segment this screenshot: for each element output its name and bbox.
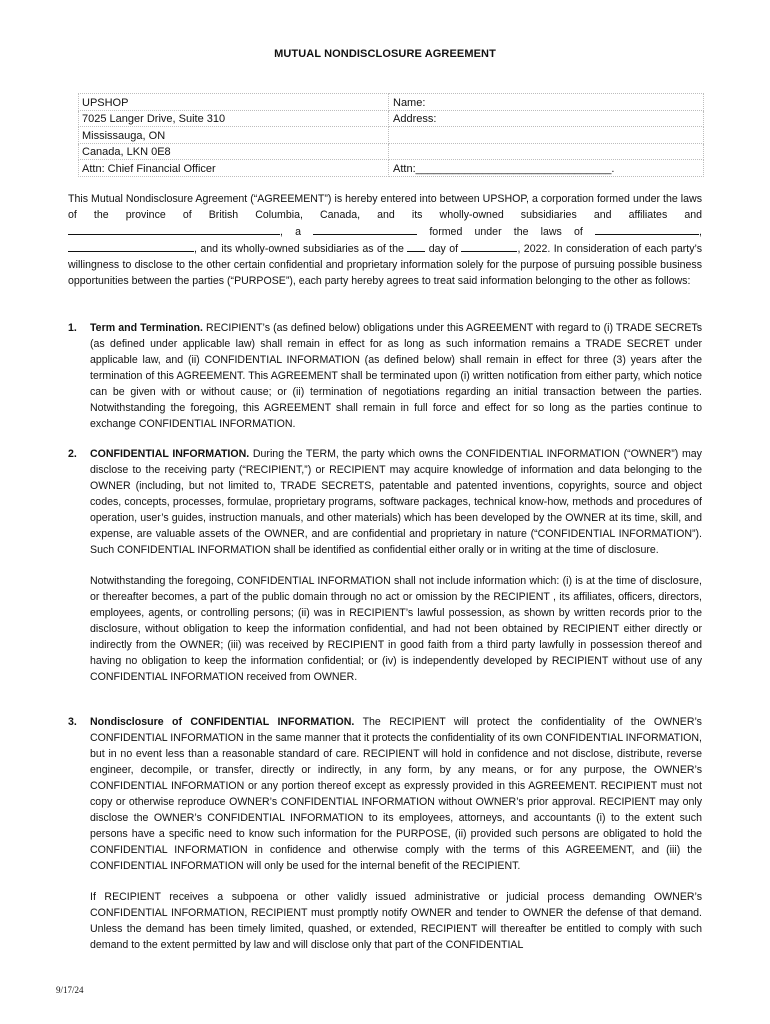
- section-number: 3.: [68, 716, 77, 728]
- section-heading: Term and Termination.: [90, 322, 203, 334]
- blank-line: [461, 240, 517, 252]
- section-text: If RECIPIENT receives a subpoena or other validly issued administrative or judicial process demanding OWNER’s CONFIDENTIAL INFORMATION, RECIPIENT must promptly notify OWNER and tender to OWNER the defense of that demand. Unless the demand has been timely limited, quashed, or extended, RECIPIENT will thereafter be entitled to comply with such demand to the extent permitted by law and will disclose only that part of the CONFIDENTIAL: [90, 891, 702, 951]
- intro-paragraph: [68, 191, 702, 289]
- party-table: [78, 93, 704, 177]
- intro-text: ,: [699, 226, 702, 238]
- table-row: [79, 143, 704, 160]
- section-number: 1.: [68, 322, 77, 334]
- intro-text: , and its wholly-owned subsidiaries as of the: [194, 243, 404, 255]
- section-heading: CONFIDENTIAL INFORMATION.: [90, 448, 250, 460]
- document-title: MUTUAL NONDISCLOSURE AGREEMENT: [274, 48, 496, 60]
- table-row: [79, 127, 704, 144]
- party-left-line: UPSHOP: [79, 94, 389, 111]
- party-right-line: Attn:________________________________.: [389, 160, 704, 177]
- blank-line: [595, 223, 699, 235]
- blank-line: [313, 223, 417, 235]
- party-left-line: 7025 Langer Drive, Suite 310: [79, 110, 389, 127]
- section-confidential-information: [68, 446, 702, 685]
- intro-text: formed under the laws of: [429, 226, 583, 238]
- party-right-line: [389, 143, 704, 160]
- party-left-line: Canada, LKN 0E8: [79, 143, 389, 160]
- section-number: 2.: [68, 448, 77, 460]
- party-right-line: [389, 127, 704, 144]
- section-text: During the TERM, the party which owns the CONFIDENTIAL INFORMATION (“OWNER”) may disclose to the receiving party (“RECIPIENT,”) or RECIPIENT may acquire knowledge of information and data belonging to the OWNER (including, but not limited to, TRADE SECRETS, patentable and patented inventions, copyrights, source and object codes, concepts, processes, formulae, proprietary programs, software packages, technical know-how, methods and procedures of operation, user’s guides, instruction manuals, and other materials) which has been developed by the OWNER at its time, skill, and expense, are valuable assets of the OWNER, and are confidential and proprietary in nature (“CONFIDENTIAL INFORMATION”). Such CONFIDENTIAL INFORMATION shall be identified as confidential either orally or in writing at the time of disclosure.: [90, 448, 702, 556]
- blank-line: [68, 240, 194, 252]
- section-text: The RECIPIENT will protect the confidentiality of the OWNER’s CONFIDENTIAL INFORMATION in the same manner that it protects the confidentiality of its own CONFIDENTIAL INFORMATION, but in no event less than a reasonable standard of care. RECIPIENT will hold in confidence and not disclose, distribute, reverse engineer, decompile, or transfer, directly or indirectly, in any form, by any means, or for any purpose, the OWNER’s CONFIDENTIAL INFORMATION or any portion thereof except as expressly provided in this AGREEMENT. RECIPIENT must not copy or otherwise reproduce OWNER’s CONFIDENTIAL INFORMATION without OWNER’s prior approval. RECIPIENT may only disclose the OWNER’s CONFIDENTIAL INFORMATION to its employees, attorneys, and accountants (i) to the extent such persons have a specific need to know such information for the PURPOSE, (ii) provided such persons are obligated to hold the CONFIDENTIAL INFORMATION in confidence and otherwise comply with the terms of this AGREEMENT, and (iii) the CONFIDENTIAL INFORMATION will only be used for the internal benefit of the RECIPIENT.: [90, 716, 702, 872]
- section-nondisclosure: [68, 714, 702, 953]
- party-right-line: Address:: [389, 110, 704, 127]
- table-row: [79, 160, 704, 177]
- section-term-termination: [68, 320, 702, 432]
- section-text: RECIPIENT’s (as defined below) obligations under this AGREEMENT with regard to (i) TRADE SECRETs (as defined under applicable law) shall remain in effect for as long as such information remains a TRADE SECRET under applicable law, and (ii) CONFIDENTIAL INFORMATION (as defined below) shall remain in effect for three (3) years after the termination of this AGREEMENT. This AGREEMENT shall be terminated upon (i) written notification from either party, which notice can be given with or without cause; or (ii) termination of negotiations regarding an initial transaction between the parties. Notwithstanding the foregoing, this AGREEMENT shall remain in full force and effect for so long as the parties continue to exchange CONFIDENTIAL INFORMATION.: [90, 322, 703, 430]
- blank-line: [68, 223, 280, 235]
- party-left-line: Attn: Chief Financial Officer: [79, 160, 389, 177]
- intro-text: , a: [280, 226, 302, 238]
- section-text: Notwithstanding the foregoing, CONFIDENTIAL INFORMATION shall not include information which: (i) is at the time of disclosure, or thereafter becomes, a part of the public domain through no act or omission by the RECIPIENT , its affiliates, officers, directors, employees, agents, or controlling persons; (ii) was in RECIPIENT’s lawful possession, as shown by written records prior to the disclosure, without obligation to keep the information confidential, and had not been obtained by RECIPIENT either directly or indirectly from the OWNER; (iii) was received by RECIPIENT in good faith from a third party lawfully in possession thereof and having no obligation to keep the information confidential; or (iv) is independently developed by RECIPIENT without use of any CONFIDENTIAL INFORMATION received from OWNER.: [90, 575, 702, 683]
- table-row: [79, 110, 704, 127]
- intro-text: , 2022. In consideration of each party’s willingness to disclose to the other certain confidential and proprietary information solely for the purpose of pursuing possible business opportunities between the parties (“PURPOSE”), each party hereby agrees to treat said information belonging to the other as follows:: [68, 243, 702, 287]
- party-left-line: Mississauga, ON: [79, 127, 389, 144]
- party-right-line: Name:: [389, 94, 704, 111]
- section-heading: Nondisclosure of CONFIDENTIAL INFORMATION.: [90, 716, 355, 728]
- intro-text: This Mutual Nondisclosure Agreement (“AGREEMENT”) is hereby entered into between UPSHOP, a corporation formed under the laws of the province of British Columbia, Canada, and its wholly-owned subsidiaries and affiliates and: [68, 193, 702, 221]
- blank-line: [407, 240, 425, 252]
- footer-date: 9/17/24: [56, 985, 84, 995]
- intro-text: day of: [428, 243, 459, 255]
- table-row: [79, 94, 704, 111]
